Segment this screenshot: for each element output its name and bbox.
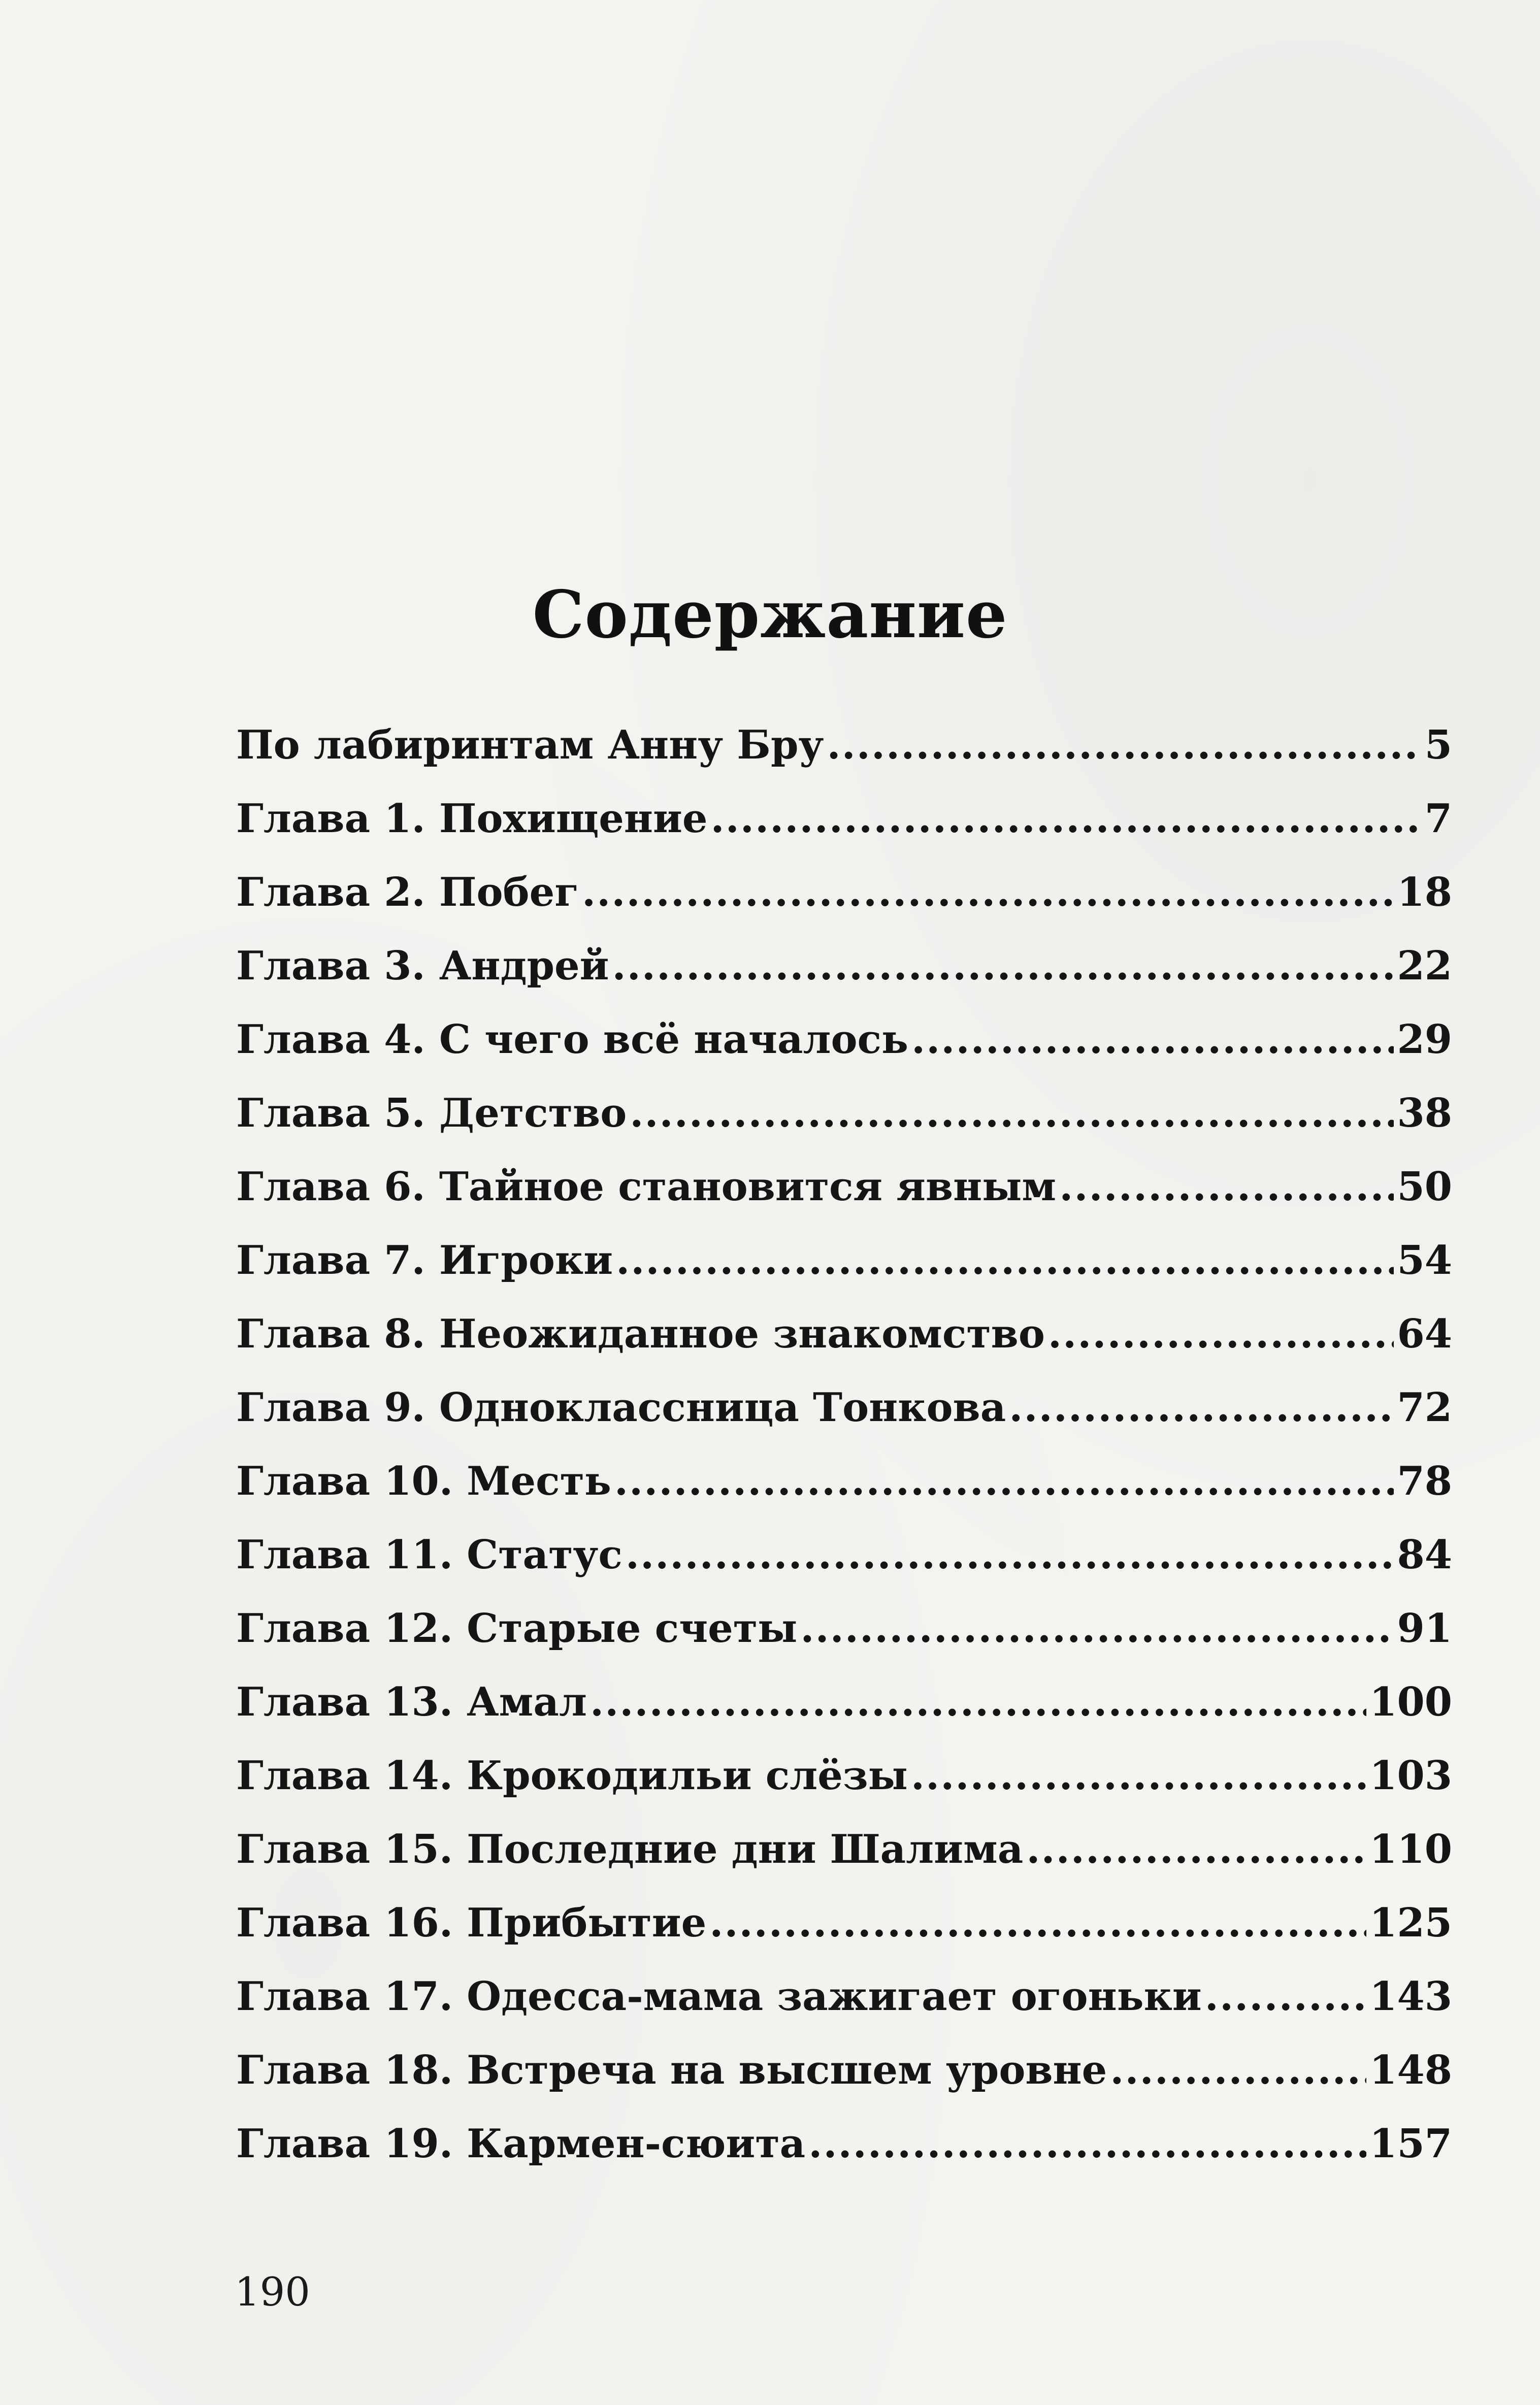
- toc-entry-title: Глава 19. Кармен-сюита: [236, 2121, 806, 2167]
- toc-entry-title: Глава 10. Месть: [236, 1458, 611, 1504]
- toc-entry-title: Глава 3. Андрей: [236, 943, 609, 989]
- toc-entry-page: 50: [1397, 1164, 1452, 1210]
- toc-entry: [236, 1444, 1452, 1518]
- toc-entry-title: Глава 4. С чего всё началось: [236, 1016, 908, 1063]
- toc-dot-leader: [808, 2107, 1366, 2181]
- toc-dot-leader: [1110, 2033, 1366, 2107]
- toc-entry-page: 148: [1369, 2047, 1452, 2093]
- toc-entry-title: Глава 2. Побег: [236, 869, 579, 915]
- toc-entry-title: Глава 5. Детство: [236, 1090, 627, 1136]
- toc-dot-leader: [911, 1739, 1366, 1813]
- toc-dot-leader: [1009, 1371, 1394, 1444]
- toc-dot-leader: [614, 1444, 1394, 1518]
- toc-entry-page: 91: [1397, 1605, 1452, 1652]
- toc-dot-leader: [626, 1518, 1394, 1592]
- toc-entry: [236, 1665, 1452, 1739]
- toc-entry: [236, 1297, 1452, 1371]
- toc-dot-leader: [612, 929, 1394, 1003]
- toc-entry-title: Глава 1. Похищение: [236, 796, 708, 842]
- toc-dot-leader: [709, 1886, 1366, 1960]
- toc-entry-title: Глава 12. Старые счеты: [236, 1605, 798, 1652]
- toc-dot-leader: [711, 782, 1422, 855]
- toc-dot-leader: [616, 1224, 1394, 1297]
- toc-entry: [236, 2107, 1452, 2181]
- toc-entry-title: По лабиринтам Анну Бру: [236, 722, 824, 768]
- toc-entry-title: Глава 17. Одесса-мама зажигает огоньки: [236, 1973, 1202, 2020]
- toc-entry: [236, 1592, 1452, 1665]
- toc-dot-leader: [800, 1592, 1394, 1665]
- toc-entry-page: 103: [1369, 1753, 1452, 1799]
- toc-entry-page: 5: [1424, 722, 1452, 768]
- toc-entry-page: 38: [1397, 1090, 1452, 1136]
- toc-dot-leader: [582, 855, 1394, 929]
- toc-entry-page: 72: [1397, 1385, 1452, 1431]
- toc-dot-leader: [590, 1665, 1366, 1739]
- toc-dot-leader: [630, 1076, 1394, 1150]
- toc-entry-page: 29: [1397, 1016, 1452, 1063]
- toc-dot-leader: [1205, 1960, 1366, 2033]
- toc-dot-leader: [827, 708, 1421, 782]
- toc-entry-page: 54: [1397, 1237, 1452, 1283]
- toc-entry-title: Глава 18. Встреча на высшем уровне: [236, 2047, 1107, 2093]
- toc-entry: [236, 782, 1452, 855]
- page-number: 190: [235, 2269, 310, 2315]
- toc-dot-leader: [1026, 1813, 1366, 1886]
- toc-entry-page: 157: [1369, 2121, 1452, 2167]
- toc-entry: [236, 1739, 1452, 1813]
- toc-entry-title: Глава 15. Последние дни Шалима: [236, 1826, 1024, 1872]
- toc-dot-leader: [911, 1003, 1394, 1076]
- toc-entry-page: 84: [1397, 1532, 1452, 1578]
- toc-entry: [236, 2033, 1452, 2107]
- toc-entry: [236, 1886, 1452, 1960]
- toc-entry-page: 18: [1397, 869, 1452, 915]
- toc-entry-title: Глава 6. Тайное становится явным: [236, 1164, 1057, 1210]
- toc-entry-title: Глава 8. Неожиданное знакомство: [236, 1311, 1045, 1357]
- toc-entry-page: 100: [1369, 1679, 1452, 1725]
- toc-dot-leader: [1048, 1297, 1394, 1371]
- toc-entry-page: 143: [1369, 1973, 1452, 2020]
- toc-entry: [236, 1150, 1452, 1224]
- toc-entry: [236, 1813, 1452, 1886]
- toc-entry-page: 125: [1369, 1900, 1452, 1946]
- toc-entry: [236, 1518, 1452, 1592]
- toc-entry-title: Глава 7. Игроки: [236, 1237, 613, 1283]
- toc-entry: [236, 1960, 1452, 2033]
- page-title: Содержание: [532, 576, 1008, 653]
- toc-entry-title: Глава 16. Прибытие: [236, 1900, 707, 1946]
- toc-entry: [236, 855, 1452, 929]
- toc-entry-title: Глава 13. Амал: [236, 1679, 587, 1725]
- toc-entry: [236, 1003, 1452, 1076]
- toc-dot-leader: [1059, 1150, 1394, 1224]
- toc-entry-page: 7: [1424, 796, 1452, 842]
- toc-entry-title: Глава 11. Статус: [236, 1532, 622, 1578]
- toc-entry-page: 64: [1397, 1311, 1452, 1357]
- toc-entry-title: Глава 9. Одноклассница Тонкова: [236, 1385, 1006, 1431]
- toc-entry: [236, 1076, 1452, 1150]
- toc-entry-page: 78: [1397, 1458, 1452, 1504]
- toc-entry-title: Глава 14. Крокодильи слёзы: [236, 1753, 908, 1799]
- toc-entry: [236, 1371, 1452, 1444]
- toc-entry-page: 110: [1369, 1826, 1452, 1872]
- toc-entry-page: 22: [1397, 943, 1452, 989]
- toc-entry: [236, 708, 1452, 782]
- toc-entry: [236, 929, 1452, 1003]
- toc-entry: [236, 1224, 1452, 1297]
- table-of-contents: [236, 708, 1452, 2181]
